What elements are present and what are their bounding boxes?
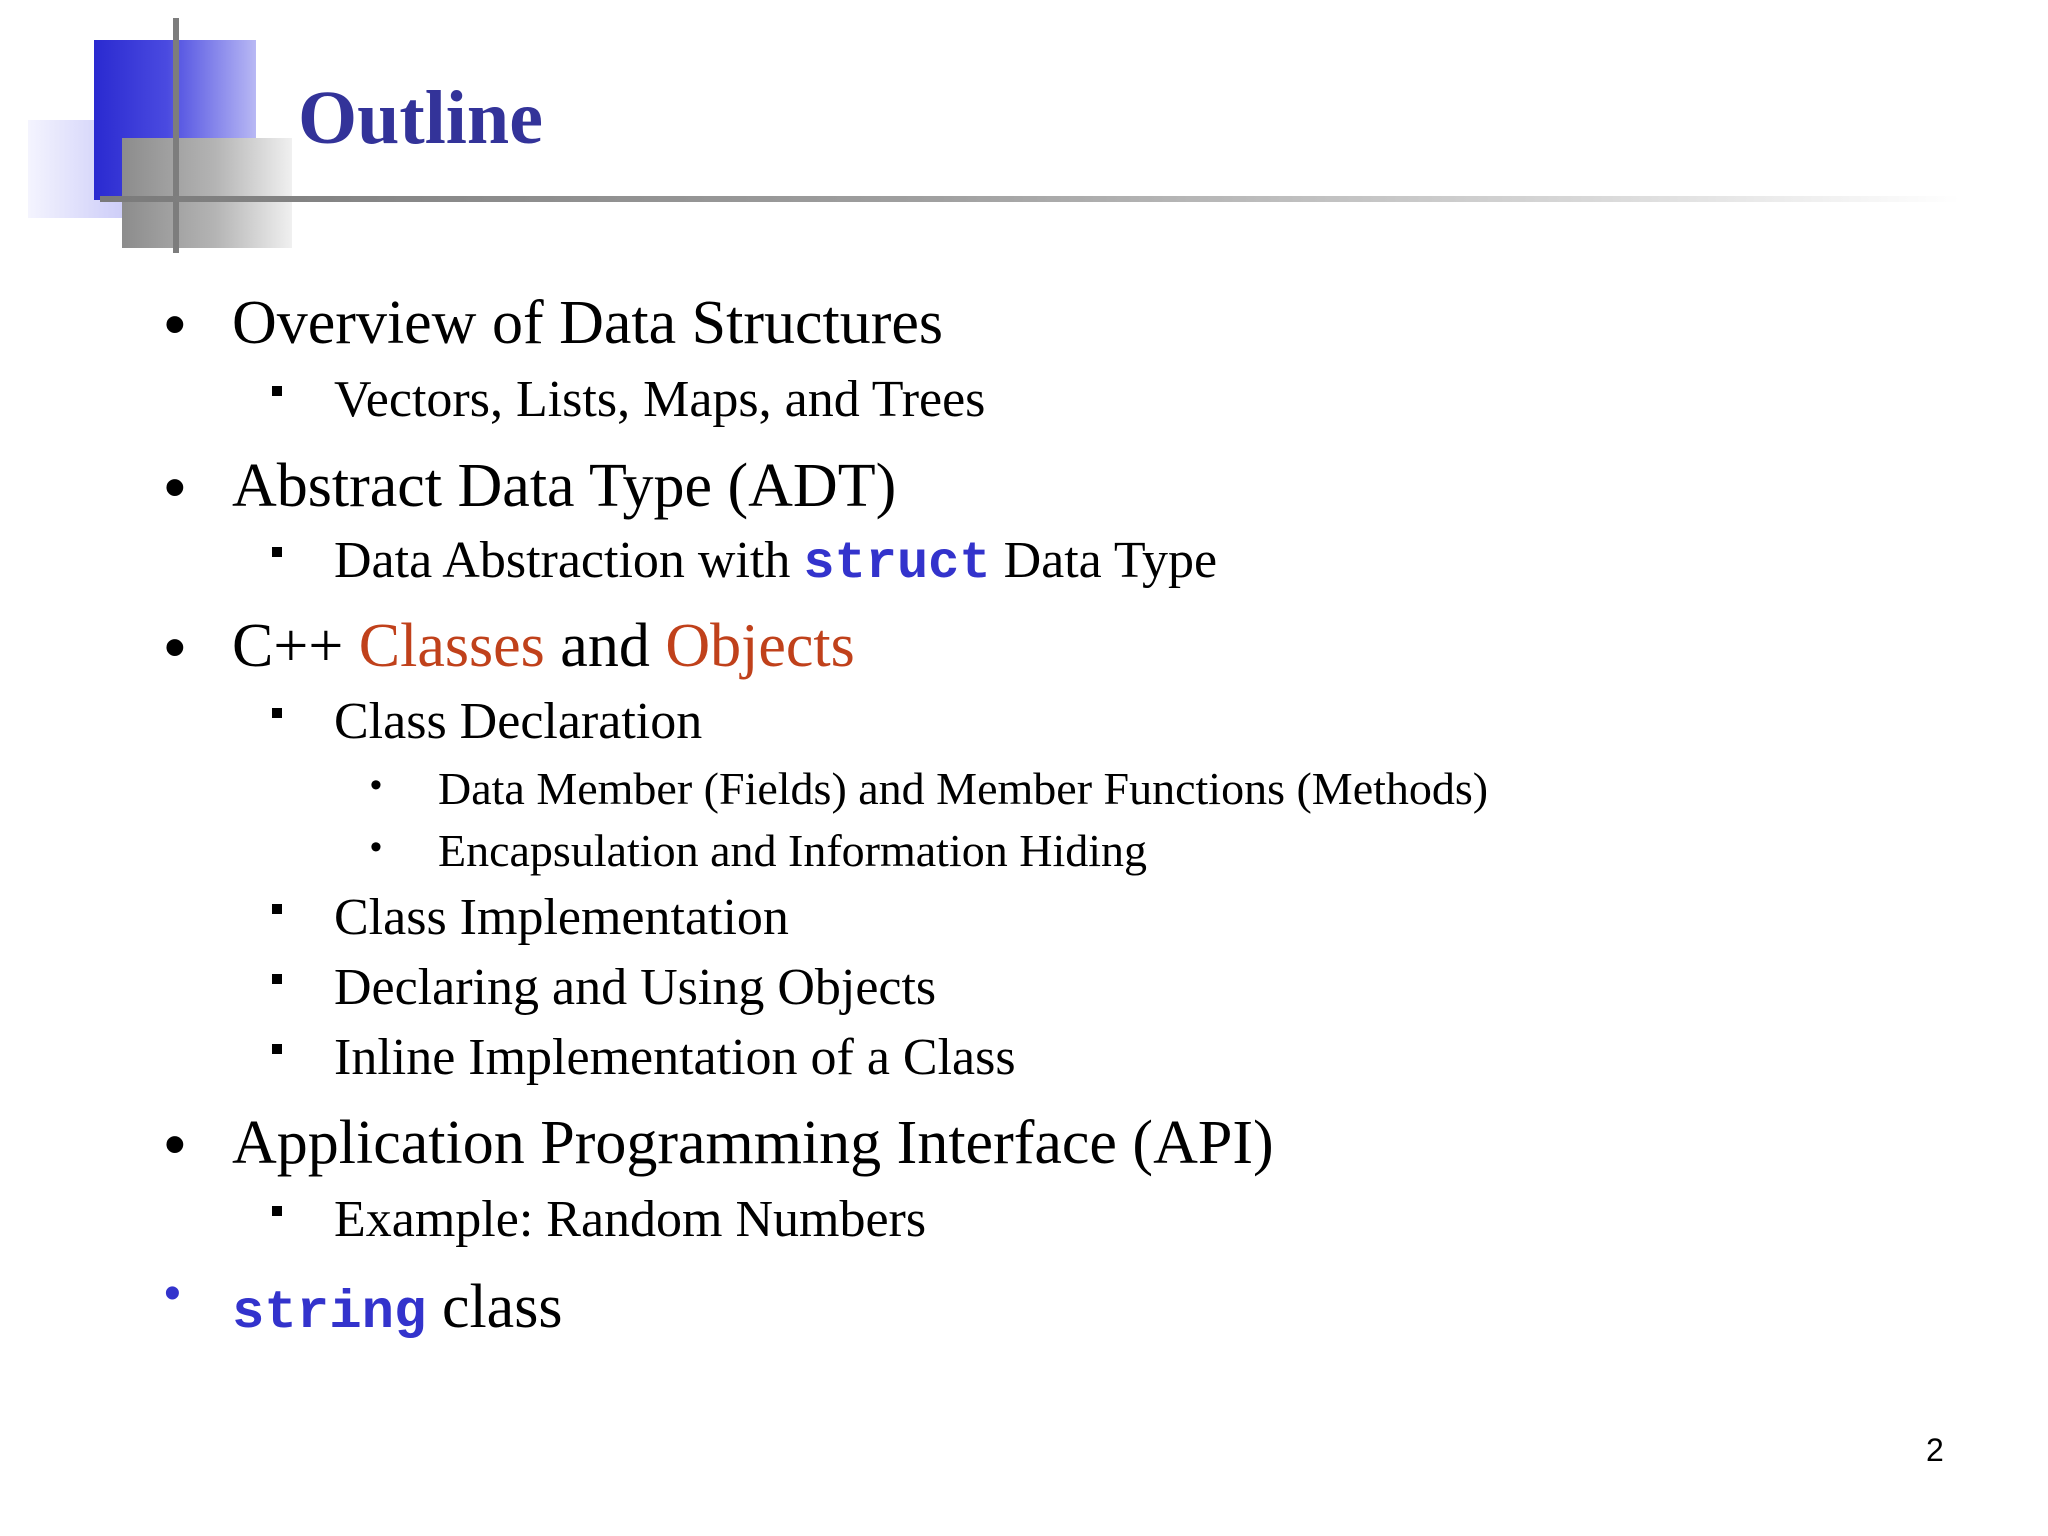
small-round-bullet-icon: • — [370, 766, 382, 804]
square-bullet-icon — [272, 1206, 282, 1216]
round-bullet-icon: • — [164, 290, 186, 359]
outline-subitem-text: Vectors, Lists, Maps, and Trees — [334, 371, 986, 428]
outline-subitem-text: Inline Implementation of a Class — [334, 1029, 1016, 1086]
square-bullet-icon — [272, 708, 282, 718]
round-bullet-icon: • — [164, 613, 186, 682]
small-round-bullet-icon: • — [370, 828, 382, 866]
header-decoration-gray-square — [122, 138, 292, 248]
outline-item-text: Overview of Data Structures — [232, 289, 944, 357]
outline-item-text: Application Programming Interface (API) — [232, 1109, 1274, 1177]
round-bullet-icon: • — [164, 1110, 186, 1179]
page-number: 2 — [1926, 1432, 1944, 1468]
square-bullet-icon — [272, 1044, 282, 1054]
outline-subitem-text: Class Implementation — [334, 889, 789, 946]
round-bullet-icon: • — [164, 453, 186, 522]
outline-subsubitem-text: Data Member (Fields) and Member Functions (Methods) — [438, 763, 1489, 814]
code-keyword-struct: struct — [803, 534, 991, 593]
text-segment: Data Type — [990, 532, 1218, 589]
outline-item-text — [232, 1273, 563, 1344]
outline-subitem-text: Declaring and Using Objects — [334, 959, 937, 1016]
header-horizontal-rule — [100, 196, 1960, 202]
text-segment: and — [544, 612, 666, 680]
outline-subitem-text — [334, 532, 1218, 593]
text-segment: Data Abstraction with — [334, 532, 804, 589]
header-vertical-rule — [173, 18, 179, 253]
outline-subitem-text: Class Declaration — [334, 693, 703, 750]
outline-subsubitem-text: Encapsulation and Information Hiding — [438, 825, 1148, 876]
highlight-classes: Classes — [358, 612, 545, 680]
square-bullet-icon — [272, 386, 282, 396]
outline-subitem-text: Example: Random Numbers — [334, 1191, 927, 1248]
text-segment: class — [426, 1273, 563, 1341]
highlight-objects: Objects — [665, 612, 855, 680]
slide-title: Outline — [298, 76, 543, 160]
text-segment: C++ — [232, 612, 359, 680]
square-bullet-icon — [272, 974, 282, 984]
outline-item-text: Abstract Data Type (ADT) — [232, 452, 897, 520]
square-bullet-icon — [272, 904, 282, 914]
code-keyword-string: string — [232, 1283, 427, 1344]
outline-item-text — [232, 612, 855, 680]
square-bullet-icon — [272, 547, 282, 557]
round-bullet-icon: • — [164, 1267, 181, 1320]
